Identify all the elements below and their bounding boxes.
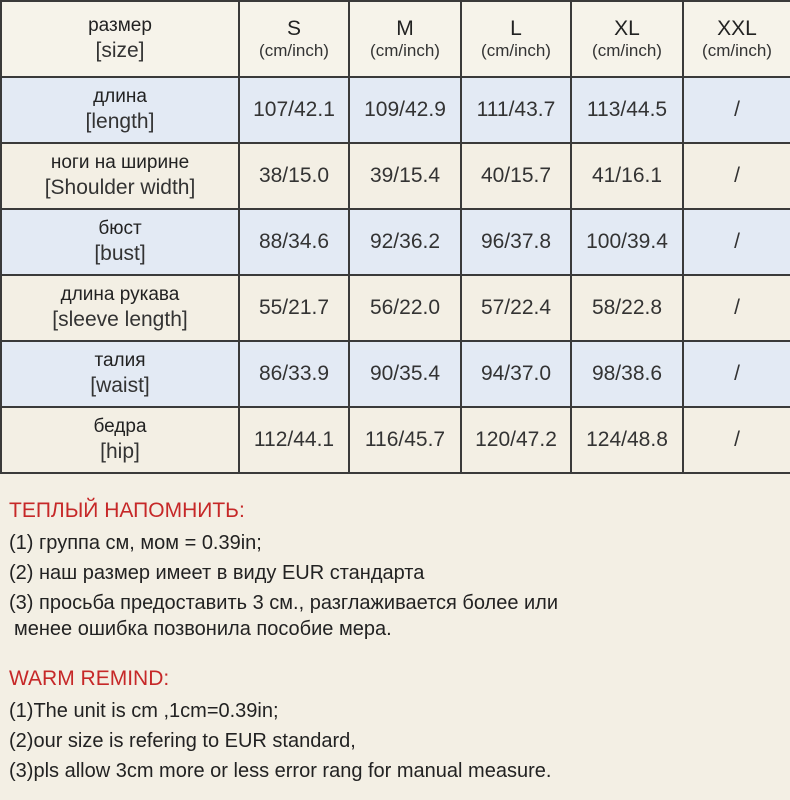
table-row-length [1, 77, 790, 143]
header-size-xl [571, 1, 683, 77]
size-name: XXL [717, 17, 757, 40]
table-cell: / [683, 143, 790, 209]
table-cell: 58/22.8 [571, 275, 683, 341]
row-label-ru: талия [94, 350, 146, 371]
row-label-ru: ноги на ширине [50, 152, 190, 173]
row-label-cell [1, 77, 239, 143]
row-label-cell [1, 275, 239, 341]
table-cell: / [683, 341, 790, 407]
note-line: (3) просьба предоставить 3 см., разглаживается более или [9, 592, 559, 614]
table-cell: 56/22.0 [349, 275, 461, 341]
header-label-en: [size] [95, 39, 145, 62]
row-label-cell [1, 143, 239, 209]
row-label-en: [hip] [100, 440, 140, 463]
table-row-hip [1, 407, 790, 473]
table-cell: 40/15.7 [461, 143, 571, 209]
table-cell: 90/35.4 [349, 341, 461, 407]
row-label-cell [1, 407, 239, 473]
table-cell: 94/37.0 [461, 341, 571, 407]
table-cell: 120/47.2 [461, 407, 571, 473]
note-line: (1) группа см, мом = 0.39in; [9, 532, 262, 554]
table-cell: 38/15.0 [239, 143, 349, 209]
table-cell: 98/38.6 [571, 341, 683, 407]
table-cell: / [683, 275, 790, 341]
table-cell: 88/34.6 [239, 209, 349, 275]
size-unit: (cm/inch) [259, 41, 329, 60]
table-row-sleeve-length [1, 275, 790, 341]
row-label-cell [1, 209, 239, 275]
table-cell: 57/22.4 [461, 275, 571, 341]
header-size-l [461, 1, 571, 77]
row-label-en: [bust] [94, 242, 146, 265]
note-line: (2) наш размер имеет в виду EUR стандарта [9, 562, 425, 584]
row-label-ru: бедра [93, 416, 147, 437]
table-cell: 41/16.1 [571, 143, 683, 209]
header-size-xxl [683, 1, 790, 77]
row-label-en: [Shoulder width] [44, 176, 196, 199]
table-row-bust [1, 209, 790, 275]
header-size-m [349, 1, 461, 77]
table-cell: 113/44.5 [571, 77, 683, 143]
row-label-cell [1, 341, 239, 407]
notes-english [9, 665, 784, 786]
row-label-en: [waist] [90, 374, 150, 397]
header-label-ru: размер [88, 15, 152, 36]
size-unit: (cm/inch) [481, 41, 551, 60]
table-cell: 86/33.9 [239, 341, 349, 407]
notes-ru-title: ТЕПЛЫЙ НАПОМНИТЬ: [9, 499, 245, 522]
table-cell: 111/43.7 [461, 77, 571, 143]
table-cell: / [683, 77, 790, 143]
table-cell: 55/21.7 [239, 275, 349, 341]
table-header-row [1, 1, 790, 77]
table-cell: 39/15.4 [349, 143, 461, 209]
row-label-ru: длина [93, 86, 147, 107]
header-size-s [239, 1, 349, 77]
table-cell: 109/42.9 [349, 77, 461, 143]
note-line: (1)The unit is cm ,1cm=0.39in; [9, 700, 279, 722]
table-row-waist [1, 341, 790, 407]
note-line: (3)pls allow 3cm more or less error rang for manual measure. [9, 760, 552, 782]
size-name: S [286, 17, 301, 40]
table-cell: 112/44.1 [239, 407, 349, 473]
row-label-en: [sleeve length] [52, 308, 188, 331]
table-cell: / [683, 407, 790, 473]
size-name: XL [614, 17, 640, 40]
table-cell: 124/48.8 [571, 407, 683, 473]
table-cell: 92/36.2 [349, 209, 461, 275]
table-cell: 100/39.4 [571, 209, 683, 275]
row-label-ru: длина рукава [60, 284, 180, 305]
table-cell: 107/42.1 [239, 77, 349, 143]
table-cell: / [683, 209, 790, 275]
note-line: менее ошибка позвонила пособие мера. [14, 618, 392, 640]
table-cell: 116/45.7 [349, 407, 461, 473]
size-unit: (cm/inch) [702, 41, 772, 60]
note-line: (2)our size is refering to EUR standard, [9, 730, 356, 752]
table-cell: 96/37.8 [461, 209, 571, 275]
row-label-en: [length] [85, 110, 155, 133]
size-name: L [510, 17, 522, 40]
notes-russian [9, 497, 784, 642]
size-unit: (cm/inch) [370, 41, 440, 60]
size-unit: (cm/inch) [592, 41, 662, 60]
size-name: M [396, 17, 414, 40]
notes-en-title: WARM REMIND: [9, 667, 170, 690]
table-row-shoulder-width [1, 143, 790, 209]
header-size-label-cell [1, 1, 239, 77]
row-label-ru: бюст [98, 218, 142, 239]
